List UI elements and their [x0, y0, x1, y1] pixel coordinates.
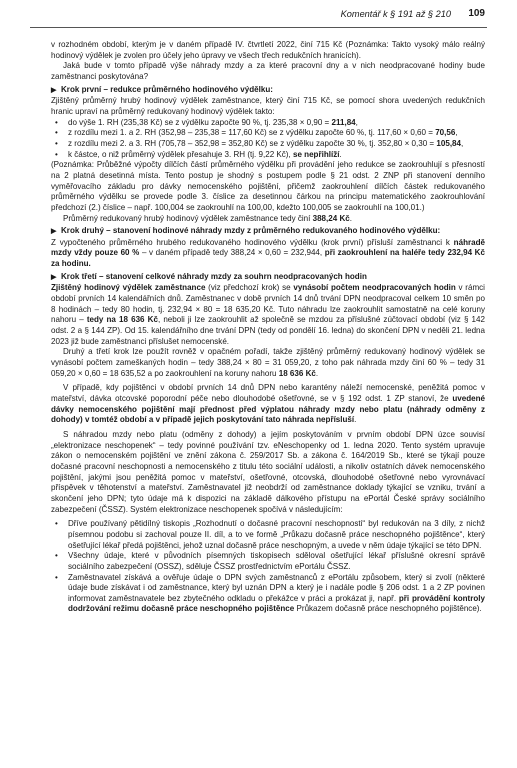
triangle-bullet-icon: ▶	[51, 228, 57, 236]
note-paragraph: (Poznámka: Průběžné výpočty dílčích částí průměrného výdělku při provádění jeho redukce se zaokrouhlují s přesností na 2 platná desetinná místa. Tento postup je shodný s postupem podle § 21 odst. 2 ZNP při stanovení denního vyměřovacího základu pro dávky nemocenského pojištění, přičemž zaokrouhlení dílčích částek redukovaného průměrného výdělku se provede podle 3. číslice za desetinnou čárkou na principu matematického zaokrouhlování předchozí (2.) číslice – např. 100,004 se zaokrouhlí na 100,00, kdežto 100,005 se zaokrouhlí na 100,01.)	[51, 160, 485, 212]
heading-text: Krok druhý – stanovení hodinové náhrady mzdy z průměrného redukovaného hodinového výdělku:	[61, 226, 441, 236]
value: 388,24 Kč	[312, 213, 350, 223]
paragraph: S náhradou mzdy nebo platu (odměny z dohody) a jejím poskytováním v prvním období DPN úzce souvisí „elektronizace neschopenek“ – tedy povinné používání tzv. eNeschopenky od 1. ledna 2020. Tento systém upravuje zákon o nemocenském pojištění ve znění zákona č. 259/2017 Sb. a zákona č. 164/2019 Sb., které se týkají pouze dočasné pracovní neschopnosti a nemocenského z titulu této sociální události, a nikoliv ostatních dávek nemocenského pojištění, jakými jsou peněžitá pomoc v mateřství, ošetřovné, otcovská, dlouhodobé ošetřovné nebo vyrovnávací příspěvek v těhotenství a mateřství. Zaměstnavatel již neobdrží od zaměstnance doklady týkající se vzniku, trvání a skončení jeho DPN; tyto údaje má k dispozici na základě dálkového přístupu na ePortál České správy sociálního zabezpečení (ČSSZ). Systém elektronizace neschopenek spočívá v následujícím:	[51, 429, 485, 514]
triangle-bullet-icon: ▶	[51, 86, 57, 94]
text: (viz předchozí krok) se	[208, 283, 291, 293]
item-text: Průkazem dočasně práce neschopného pojištěnce).	[296, 604, 482, 614]
paragraph: Průměrný redukovaný hrubý hodinový výdělek zaměstnance tedy činí 388,24 Kč.	[63, 213, 352, 223]
section-heading	[51, 272, 485, 284]
text: Z vypočteného průměrného hrubého redukovaného hodinového výdělku (krok první) přísluší zaměstnanci k	[51, 237, 450, 247]
paragraph: Zjištěný průměrný hrubý hodinový výdělek zaměstnance, který činí 715 Kč, se pomocí shora uvedených redukčních hranic upraví na průměrný redukovaný hodinový výdělek takto:	[51, 96, 485, 116]
emphasis: tedy na 18 636 Kč	[86, 315, 158, 325]
text: – v daném případě tedy 388,24 × 0,60 = 232,944,	[141, 248, 323, 258]
item-text: k částce, o niž průměrný výdělek přesahuje 3. RH (tj. 9,22 Kč),	[68, 149, 291, 159]
page-body	[51, 40, 485, 615]
list-item: • z rozdílu mezi 2. a 3. RH (705,78 – 352,98 = 352,80 Kč) se z výdělku započte 30 %, tj. 352,80 × 0,30 = 105,84,	[55, 138, 464, 148]
running-header	[30, 5, 487, 28]
triangle-bullet-icon: ▶	[51, 273, 57, 281]
list-item	[51, 551, 485, 572]
section-heading	[51, 85, 485, 97]
emphasis: 18 636 Kč	[278, 368, 316, 378]
text: Druhý a třetí krok lze použít rovněž v opačném pořadí, takže zjištěný průměrný redukovaný hodinový výdělek se vynásobí počtem zameškaných hodin – tedy 388,24 × 80 = 31 059,20, z toho pak náhrada mzdy činí 60 % – tedy 31 059,20 × 0,60 = 18 635,52 a po zaokrouhlení na koruny nahoru	[51, 347, 485, 378]
header-title: Komentář k § 191 až § 210	[340, 9, 451, 19]
emphasis: při provádění kontroly dodržování režimu dočasně práce neschopného pojištěnce	[68, 593, 485, 614]
item-value: 211,84	[331, 117, 356, 127]
item-value: 70,56	[435, 128, 456, 138]
emphasis: uvedené dávky nemocenského pojištění mají přednost před výplatou náhrady mzdy nebo platu (náhrady odměny z dohody) v tomtéž období a v případě jejich poskytování tato náhrada nepřísluší	[51, 394, 485, 425]
page-number: 109	[468, 8, 485, 19]
bullet-icon: •	[55, 128, 58, 138]
paragraph	[51, 283, 485, 347]
paragraph: v rozhodném období, kterým je v daném případě IV. čtvrtletí 2022, činí 715 Kč (Poznámka: Takto vysoký málo reálný hodinový výdělek je zvolen pro účely jeho úpravy ve všech třech redukčních hranicích).	[51, 40, 485, 60]
list-item: • k částce, o niž průměrný výdělek přesahuje 3. RH (tj. 9,22 Kč), se nepřihlíží.	[55, 149, 342, 159]
item-text: z rozdílu mezi 1. a 2. RH (352,98 – 235,38 = 117,60 Kč) se z výdělku započte 60 %, tj. 117,60 × 0,60 =	[68, 128, 433, 138]
emphasis: Zjištěný hodinový výdělek zaměstnance	[51, 283, 206, 293]
item-text: Dříve používaný pětidílný tiskopis „Rozhodnutí o dočasné pracovní neschopnosti“ byl redukován na 3 díly, z nichž písemnou podobu si zachoval pouze II. díl, a to ve formě „Průkazu dočasně práce neschopného pojištěnce“, který ošetřující lékař předá pojištěnci, jehož uznal dočasně práce neschopným, a uvede v něm údaje týkající se této DPN.	[68, 519, 485, 550]
item-text: do výše 1. RH (235,38 Kč) se z výdělku započte 90 %, tj. 235,38 × 0,90 =	[68, 117, 330, 127]
text: , neboli ji lze zaokrouhlit až společně se mzdou za příslušné zúčtovací období (viz § 142 odst. 2 a § 144 ZP). Od 15. kalendářního dne trvání DPN (tedy od pondělí 16. ledna) do skončení DPN v neděli 21. ledna 2023 již bude zaměstnanci příslušet nemocenské.	[51, 315, 485, 346]
emphasis: náhradě mzdy vždy pouze 60 %	[51, 237, 485, 258]
heading-text: Krok třetí – stanovení celkové náhrady mzdy za souhrn neodpracovaných hodin	[61, 271, 367, 281]
section-heading	[51, 226, 485, 238]
bullet-icon: •	[55, 138, 58, 148]
bullet-icon: •	[55, 572, 58, 582]
bullet-icon: •	[55, 149, 58, 159]
item-text: Všechny údaje, které v původních písemných tiskopisech sděloval ošetřující lékař příslušné okresní správě sociálního zabezpečení (OSSZ), sděluje ČSSZ prostřednictvím ePortálu ČSSZ.	[68, 551, 485, 571]
text: V případě, kdy pojištěnci v období prvních 14 dnů DPN nebo karantény náleží nemocenské, peněžitá pomoc v mateřství, dávka otcovské poporodní péče nebo dlouhodobé ošetřovné, se v § 192 odst. 1 ZP stanoví, že	[51, 383, 485, 403]
emphasis: při zaokrouhlení na haléře tedy 232,94 Kč za hodinu.	[51, 248, 485, 269]
paragraph: Druhý a třetí krok lze použít rovněž v opačném pořadí, takže zjištěný průměrný redukovaný hodinový výdělek se vynásobí počtem zameškaných hodin – tedy 388,24 × 80 = 31 059,20, z toho pak náhrada mzdy činí 60 % – tedy 31 059,20 × 0,60 = 18 635,52 a po zaokrouhlení na koruny nahoru 18 636 Kč.	[51, 347, 485, 378]
paragraph	[51, 238, 485, 270]
emphasis: vynásobí počtem neodpracovaných hodin	[293, 283, 456, 293]
list-item	[51, 573, 485, 616]
text: Průměrný redukovaný hrubý hodinový výdělek zaměstnance tedy činí	[63, 213, 311, 223]
heading-text: Krok první – redukce průměrného hodinového výdělku:	[61, 84, 273, 94]
text: v rámci období prvních 14 kalendářních dnů. Zaměstnanec v době prvních 14 dnů trvání DPN neodpracoval celkem 10 směn po 8 hodinách – tedy 80 hodin, tj. 232,94 × 80 = 18 635,20 Kč. Tuto náhradu lze zaokrouhlit samostatně na celé koruny nahoru –	[51, 283, 485, 325]
paragraph: Jaká bude v tomto případě výše náhrady mzdy a za které pracovní dny a v nich neodpracované hodiny bude zaměstnanci poskytována?	[51, 61, 485, 81]
bullet-icon: •	[55, 519, 58, 529]
bullet-icon: •	[55, 117, 58, 127]
bullet-icon: •	[55, 551, 58, 561]
item-text: z rozdílu mezi 2. a 3. RH (705,78 – 352,98 = 352,80 Kč) se z výdělku započte 30 %, tj. 352,80 × 0,30 =	[68, 138, 435, 148]
item-text: Zaměstnavatel získává a ověřuje údaje o DPN svých zaměstnanců z ePortálu způsobem, který si zvolí (některé údaje bude získávat i od zaměstnance, který byl uznán DPN a který je i nadále podle § 206 odst. 1 a 2 ZP povinen informovat zaměstnavatele bez zbytečného odkladu o překážce v práci a prokázat ji, např.	[68, 572, 485, 603]
item-value: 105,84	[436, 138, 462, 148]
list-item	[51, 519, 485, 551]
list-item: • z rozdílu mezi 1. a 2. RH (352,98 – 235,38 = 117,60 Kč) se z výdělku započte 60 %, tj. 117,60 × 0,60 = 70,56,	[55, 128, 458, 138]
paragraph: V případě, kdy pojištěnci v období prvních 14 dnů DPN nebo karantény náleží nemocenské, peněžitá pomoc v mateřství, dávka otcovské poporodní péče nebo dlouhodobé ošetřovné, se v § 192 odst. 1 ZP stanoví, že uvedené dávky nemocenského pojištění mají přednost před výplatou náhrady mzdy nebo platu (náhrady odměny z dohody) v tomtéž období a v případě jejich poskytování tato náhrada nepřísluší.	[51, 383, 485, 425]
list-item: • do výše 1. RH (235,38 Kč) se z výdělku započte 90 %, tj. 235,38 × 0,90 = 211,84,	[55, 117, 358, 127]
item-value: se nepřihlíží	[292, 149, 340, 159]
